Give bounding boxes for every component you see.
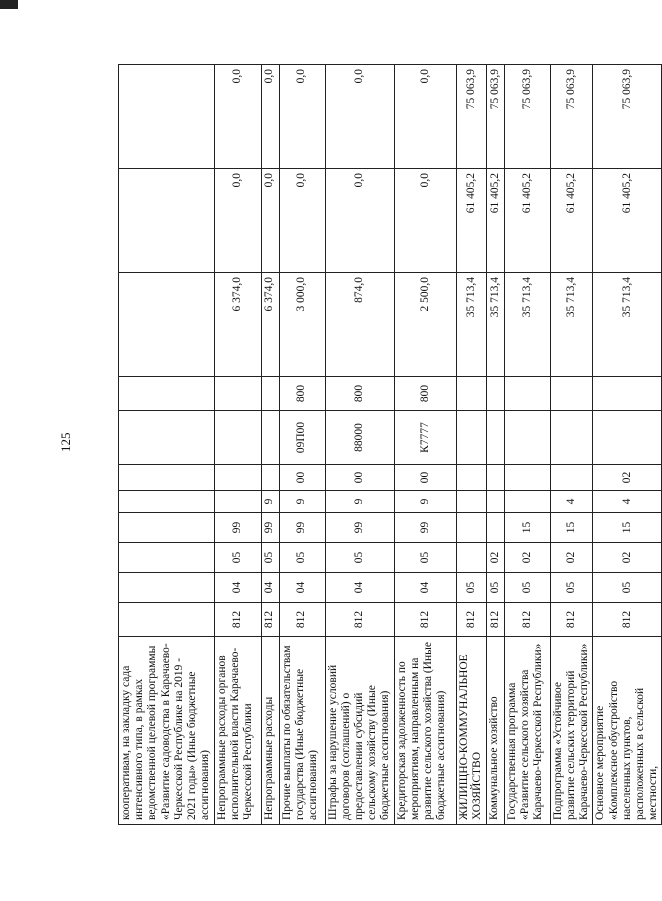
cell-subsection-code — [456, 543, 486, 573]
cell-admin-code — [119, 603, 215, 637]
cell-subprogram-code — [214, 491, 261, 513]
cell-expense-type-code — [593, 377, 662, 411]
cell-amount-3: 75 063,9 — [456, 65, 486, 169]
cell-section-code: 04 — [279, 573, 325, 603]
cell-amount-1: 6 374,0 — [261, 273, 279, 377]
table-row — [279, 65, 325, 825]
cell-direction-code — [214, 411, 261, 465]
cell-section-code: 05 — [504, 573, 550, 603]
cell-amount-3: 0,0 — [261, 65, 279, 169]
cell-amount-1: 3 000,0 — [279, 273, 325, 377]
cell-section-code: 04 — [214, 573, 261, 603]
table-row — [550, 65, 593, 825]
cell-direction-code — [504, 411, 550, 465]
cell-amount-3: 0,0 — [214, 65, 261, 169]
cell-amount-2: 61 405,2 — [486, 169, 504, 273]
cell-name: Коммунальное хозяйство — [486, 637, 504, 825]
table-body — [119, 65, 662, 825]
cell-expense-type-code — [456, 377, 486, 411]
cell-amount-3: 75 063,9 — [486, 65, 504, 169]
cell-direction-code: 09П00 — [279, 411, 325, 465]
cell-section-code: 05 — [486, 573, 504, 603]
cell-amount-1: 6 374,0 — [214, 273, 261, 377]
cell-amount-1: 35 713,4 — [593, 273, 662, 377]
cell-name: Государственная программа «Развитие сельского хозяйства Карачаево-Черкесской Республики» — [504, 637, 550, 825]
cell-amount-3: 75 063,9 — [593, 65, 662, 169]
cell-amount-2: 0,0 — [325, 169, 394, 273]
cell-name: Штрафы за нарушение условий договоров (соглашений) о предоставлении субсидий сельскому хозяйству (Иные бюджетные ассигнования) — [325, 637, 394, 825]
cell-admin-code: 812 — [550, 603, 593, 637]
cell-amount-3: 0,0 — [279, 65, 325, 169]
cell-expense-type-code — [486, 377, 504, 411]
cell-expense-type-code: 800 — [279, 377, 325, 411]
cell-subsection-code: 05 — [279, 543, 325, 573]
cell-subprogram-code — [504, 491, 550, 513]
cell-subprogram-code — [119, 491, 215, 513]
table-row — [456, 65, 486, 825]
cell-program-code: 99 — [394, 513, 456, 543]
cell-direction-code — [261, 411, 279, 465]
cell-program-code: 99 — [261, 513, 279, 543]
cell-section-code: 04 — [325, 573, 394, 603]
cell-subprogram-code: 9 — [325, 491, 394, 513]
cell-amount-3 — [119, 65, 215, 169]
cell-amount-2: 61 405,2 — [504, 169, 550, 273]
cell-amount-2: 0,0 — [279, 169, 325, 273]
cell-subprogram-code: 9 — [394, 491, 456, 513]
cell-expense-type-code — [119, 377, 215, 411]
cell-section-code: 05 — [456, 573, 486, 603]
cell-subsection-code: 02 — [486, 543, 504, 573]
table-row — [261, 65, 279, 825]
cell-expense-type-code — [214, 377, 261, 411]
cell-section-code: 04 — [261, 573, 279, 603]
cell-direction-code — [456, 411, 486, 465]
page-number: 125 — [58, 432, 73, 452]
cell-event-code — [486, 465, 504, 491]
scan-corner-mark — [0, 0, 18, 9]
cell-program-code: 99 — [279, 513, 325, 543]
cell-subsection-code: 05 — [394, 543, 456, 573]
cell-amount-1: 35 713,4 — [504, 273, 550, 377]
cell-name: Основное мероприятие «Комплексное обустройство населенных пунктов, расположенных в сельской местности, — [593, 637, 662, 825]
cell-program-code — [456, 513, 486, 543]
cell-direction-code: 88000 — [325, 411, 394, 465]
cell-section-code: 05 — [593, 573, 662, 603]
cell-name: кооперативам, на закладку сада интенсивного типа, в рамках ведомственной целевой программы «Развитие садоводства в Карачаево-Черкесской Республике на 2019 - 2021 годы» (Иные бюджетные ассигнования) — [119, 637, 215, 825]
cell-program-code: 15 — [593, 513, 662, 543]
cell-name: Кредиторская задолженность по мероприятиям, направленным на развитие сельского хозяйства (Иные бюджетные ассигнования) — [394, 637, 456, 825]
cell-admin-code: 812 — [456, 603, 486, 637]
cell-direction-code — [119, 411, 215, 465]
table-row — [593, 65, 662, 825]
cell-amount-3: 0,0 — [325, 65, 394, 169]
cell-program-code: 99 — [214, 513, 261, 543]
cell-amount-2: 61 405,2 — [456, 169, 486, 273]
cell-subprogram-code: 9 — [261, 491, 279, 513]
cell-amount-1: 35 713,4 — [456, 273, 486, 377]
cell-expense-type-code: 800 — [325, 377, 394, 411]
cell-admin-code: 812 — [261, 603, 279, 637]
cell-subprogram-code — [486, 491, 504, 513]
cell-admin-code: 812 — [593, 603, 662, 637]
cell-subsection-code: 05 — [261, 543, 279, 573]
table-row — [119, 65, 215, 825]
cell-event-code: 02 — [593, 465, 662, 491]
cell-program-code — [486, 513, 504, 543]
cell-direction-code — [550, 411, 593, 465]
cell-subsection-code — [119, 543, 215, 573]
cell-name: Непрограммные расходы — [261, 637, 279, 825]
table-row — [504, 65, 550, 825]
cell-expense-type-code: 800 — [394, 377, 456, 411]
cell-name: Подпрограмма «Устойчивое развитие сельских территорий Карачаево-Черкесской Республики» — [550, 637, 593, 825]
cell-direction-code — [486, 411, 504, 465]
cell-program-code: 15 — [504, 513, 550, 543]
budget-table — [118, 64, 662, 825]
cell-subsection-code: 02 — [504, 543, 550, 573]
table-row — [486, 65, 504, 825]
cell-amount-2: 61 405,2 — [593, 169, 662, 273]
cell-subprogram-code — [456, 491, 486, 513]
cell-program-code: 15 — [550, 513, 593, 543]
cell-subsection-code: 05 — [214, 543, 261, 573]
cell-admin-code: 812 — [279, 603, 325, 637]
cell-event-code — [550, 465, 593, 491]
cell-admin-code: 812 — [486, 603, 504, 637]
cell-section-code: 05 — [550, 573, 593, 603]
cell-section-code — [119, 573, 215, 603]
cell-expense-type-code — [550, 377, 593, 411]
cell-amount-1 — [119, 273, 215, 377]
cell-admin-code: 812 — [325, 603, 394, 637]
cell-admin-code: 812 — [214, 603, 261, 637]
cell-subprogram-code: 9 — [279, 491, 325, 513]
cell-section-code: 04 — [394, 573, 456, 603]
cell-admin-code: 812 — [394, 603, 456, 637]
cell-amount-1: 35 713,4 — [486, 273, 504, 377]
cell-event-code: 00 — [394, 465, 456, 491]
cell-amount-2: 0,0 — [394, 169, 456, 273]
cell-admin-code: 812 — [504, 603, 550, 637]
cell-name: Прочие выплаты по обязательствам государства (Иные бюджетные ассигнования) — [279, 637, 325, 825]
cell-amount-3: 0,0 — [394, 65, 456, 169]
cell-amount-1: 35 713,4 — [550, 273, 593, 377]
cell-name: Непрограммные расходы органов исполнительной власти Карачаево-Черкесской Республики — [214, 637, 261, 825]
cell-amount-2 — [119, 169, 215, 273]
cell-expense-type-code — [261, 377, 279, 411]
cell-name: ЖИЛИЩНО-КОММУНАЛЬНОЕ ХОЗЯЙСТВО — [456, 637, 486, 825]
cell-program-code: 99 — [325, 513, 394, 543]
cell-event-code — [456, 465, 486, 491]
table-row — [214, 65, 261, 825]
cell-amount-1: 2 500,0 — [394, 273, 456, 377]
cell-event-code: 00 — [279, 465, 325, 491]
cell-amount-1: 874,0 — [325, 273, 394, 377]
rotated-budget-table — [118, 65, 660, 825]
cell-direction-code: К7777 — [394, 411, 456, 465]
cell-direction-code — [593, 411, 662, 465]
cell-program-code — [119, 513, 215, 543]
cell-amount-2: 0,0 — [214, 169, 261, 273]
cell-amount-3: 75 063,9 — [504, 65, 550, 169]
cell-expense-type-code — [504, 377, 550, 411]
cell-event-code — [261, 465, 279, 491]
cell-subprogram-code: 4 — [593, 491, 662, 513]
cell-event-code — [119, 465, 215, 491]
cell-event-code: 00 — [325, 465, 394, 491]
cell-amount-3: 75 063,9 — [550, 65, 593, 169]
cell-subprogram-code: 4 — [550, 491, 593, 513]
cell-event-code — [214, 465, 261, 491]
cell-amount-2: 0,0 — [261, 169, 279, 273]
cell-subsection-code: 02 — [593, 543, 662, 573]
table-row — [394, 65, 456, 825]
cell-subsection-code: 02 — [550, 543, 593, 573]
cell-subsection-code: 05 — [325, 543, 394, 573]
cell-event-code — [504, 465, 550, 491]
cell-amount-2: 61 405,2 — [550, 169, 593, 273]
table-row — [325, 65, 394, 825]
